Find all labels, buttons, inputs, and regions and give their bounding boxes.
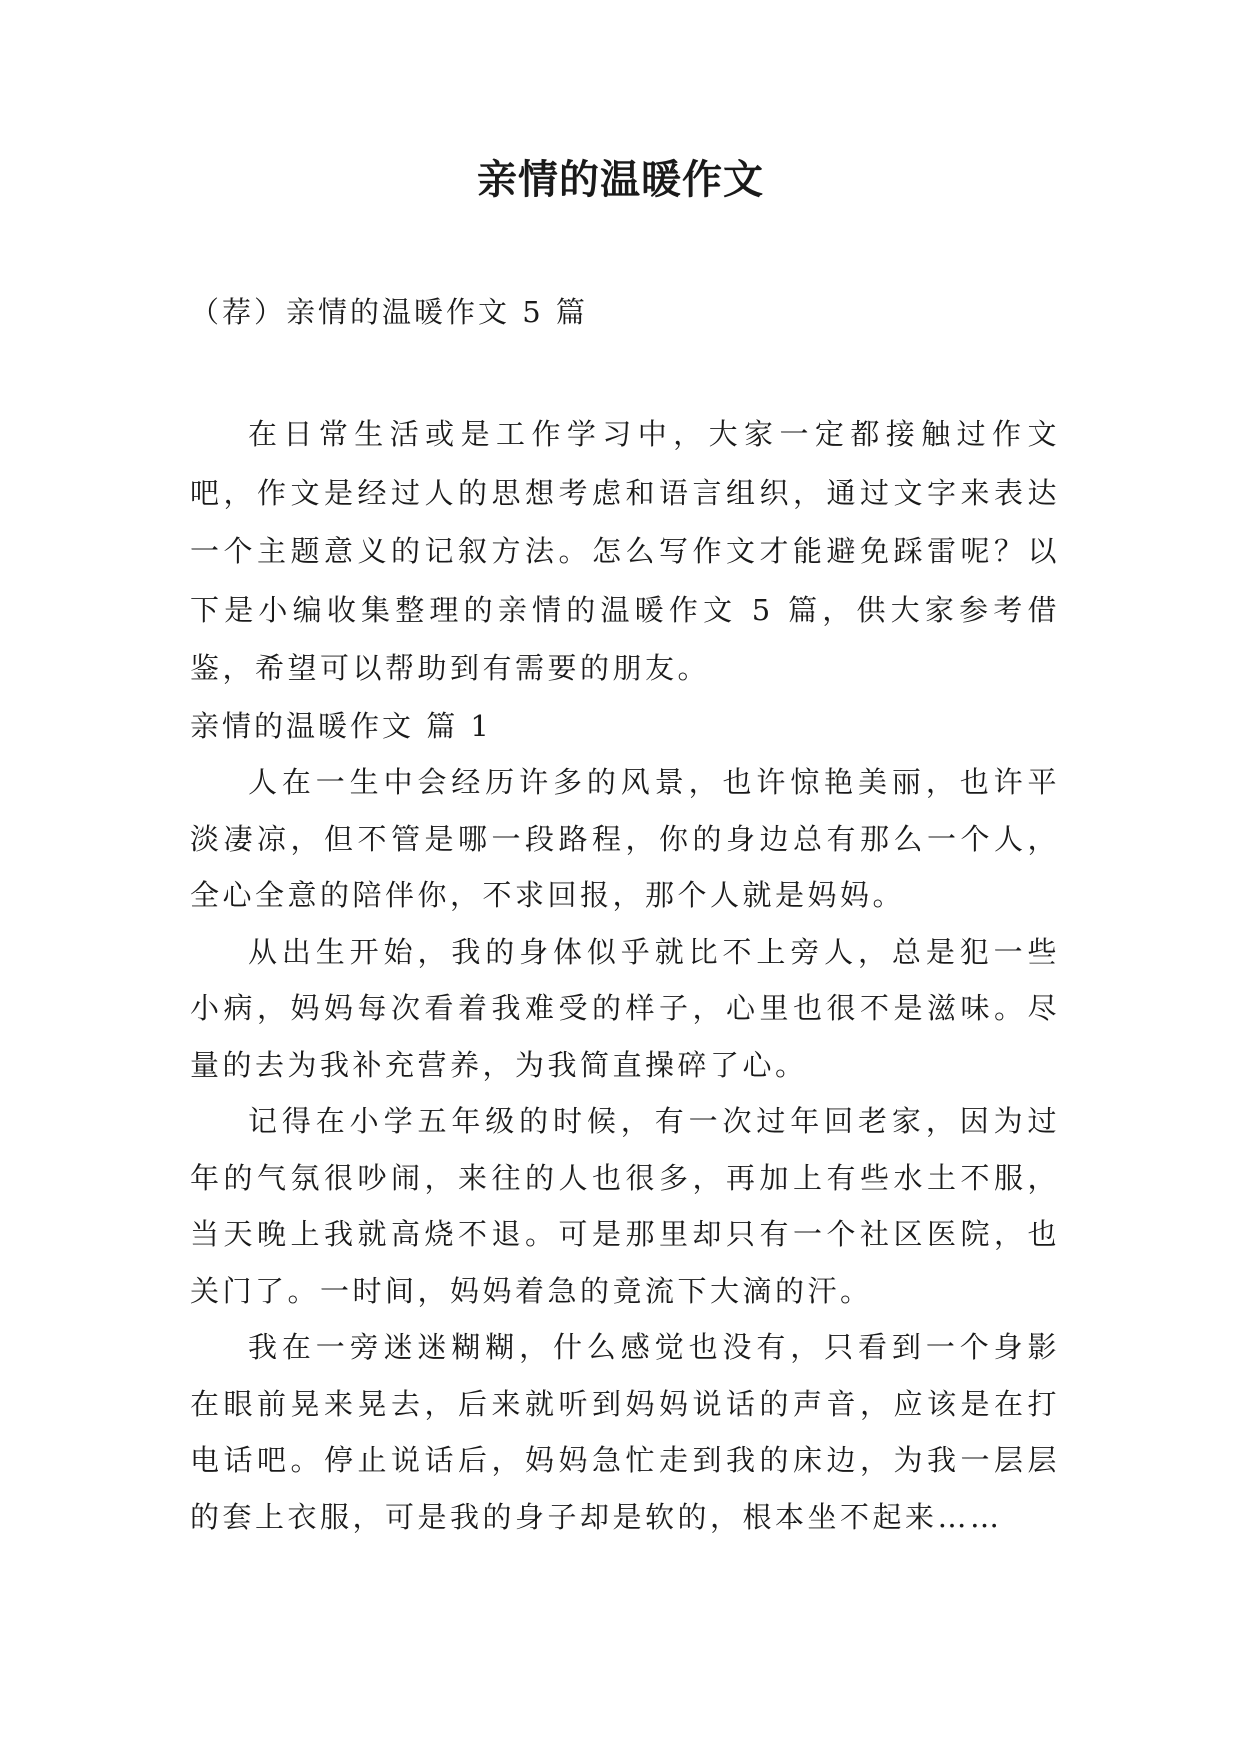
body-paragraph-2: 从出生开始，我的身体似乎就比不上旁人，总是犯一些小病，妈妈每次看着我难受的样子，心里也很不是滋味。尽量的去为我补充营养，为我简直操碎了心。 [190, 934, 1060, 1082]
body-paragraph-1: 人在一生中会经历许多的风景，也许惊艳美丽，也许平淡凄凉，但不管是哪一段路程，你的身边总有那么一个人，全心全意的陪伴你，不求回报，那个人就是妈妈。 [190, 765, 1060, 912]
body-paragraph-4: 我在一旁迷迷糊糊，什么感觉也没有，只看到一个身影在眼前晃来晃去，后来就听到妈妈说话的声音，应该是在打电话吧。停止说话后，妈妈急忙走到我的床边，为我一层层的套上衣服，可是我的身子却是软的，根本坐不起来…… [190, 1330, 1060, 1534]
body-paragraph-3: 记得在小学五年级的时候，有一次过年回老家，因为过年的气氛很吵闹，来往的人也很多，再加上有些水土不服，当天晚上我就高烧不退。可是那里却只有一个社区医院，也关门了。一时间，妈妈着急的竟流下大滴的汗。 [190, 1104, 1060, 1308]
document-title: 亲情的温暖作文 [477, 156, 764, 203]
section-heading: 亲情的温暖作文 篇 1 [190, 708, 492, 743]
document-subtitle: （荐）亲情的温暖作文 5 篇 [190, 295, 588, 329]
intro-paragraph: 在日常生活或是工作学习中，大家一定都接触过作文吧，作文是经过人的思想考虑和语言组织，通过文字来表达一个主题意义的记叙方法。怎么写作文才能避免踩雷呢？以下是小编收集整理的亲情的温暖作文 5 篇，供大家参考借鉴，希望可以帮助到有需要的朋友。 [190, 417, 1060, 685]
document-body [190, 405, 1060, 1545]
